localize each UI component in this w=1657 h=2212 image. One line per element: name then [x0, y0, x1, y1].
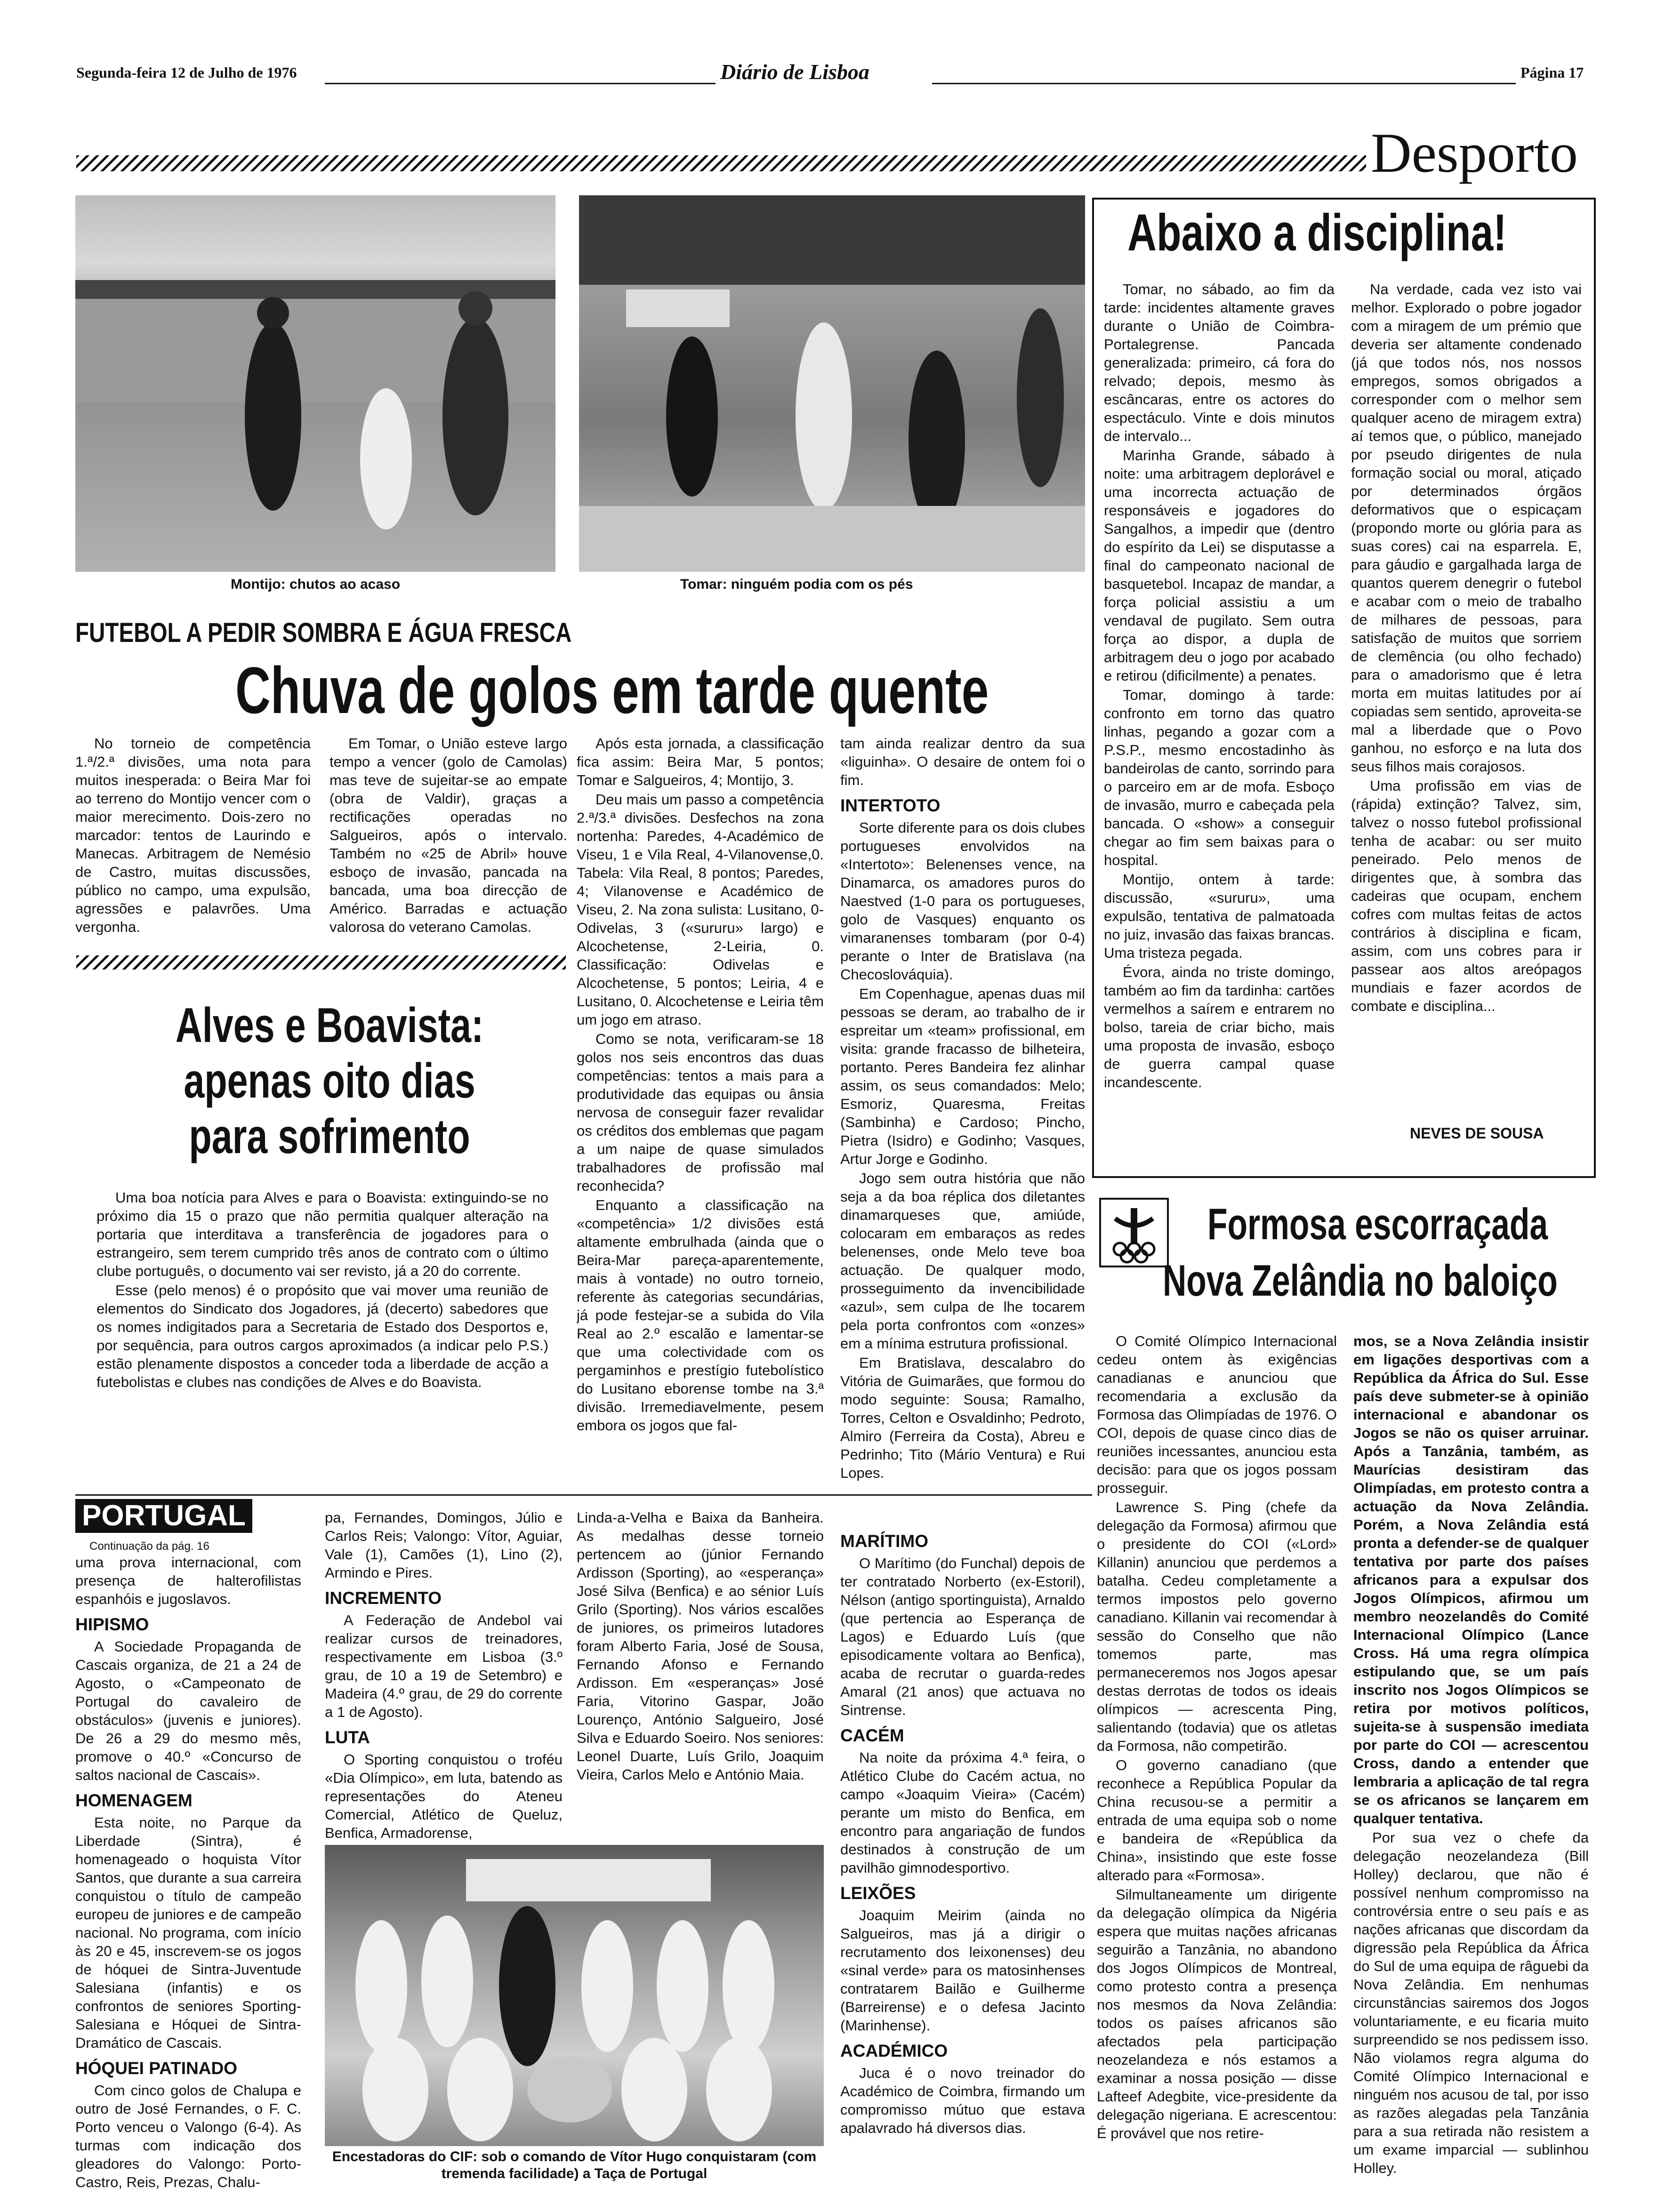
main-col-2 — [330, 734, 567, 946]
academico-text: Juca é o novo treinador do Académico de Coimbra, firmando um compromisso mútuo que estava apalavrado há diversos dias. — [840, 2065, 1085, 2136]
main-col-4-e: Em Bratislava, descalabro do Vitória de Guimarães, que formou do modo seguinte: Sousa; Ramalho, Torres, Celton e Osvaldinho; Pedroto, Almiro (Ferreira da Costa), Abreu e Pedrinho; Tito (Mário Ventura) e Rui Lopes. — [840, 1354, 1085, 1481]
formosa-c1d: Silmultaneamente um dirigente da delegação olímpica da Nigéria espera que muitas nações africanas seguirão a Tanzânia, no abandono dos Jogos Olímpicos de Montreal, como protesto contra a presença nos mesmos da Nova Zelândia: todos os países africanos são afectados pela participação neozelandeza e nós estamos a examinar a nossa posição — disse Lafteef Adegbite, vice-presidente da delegação nigeriana. E acrescentou: É provável que nos retire- — [1097, 1886, 1337, 2141]
disciplina-left-col — [1104, 280, 1335, 1165]
photo-montijo-art — [75, 195, 555, 572]
homenagem-text: Esta noite, no Parque da Liberdade (Sintra), é homenageado o hoquista Vítor Santos, que durante a sua carreira conquistou o título de campeão europeu de juniores e de campeão nacional. No programa, com início às 20 e 45, inscrevem-se os jogos de hóquei de Sintra-Juventude Salesiana (infantis) e os confrontos de seniores Sporting-Salesiana e Hóquei de Sintra-Dramático de Cascais. — [75, 1814, 301, 2051]
formosa-col-1 — [1097, 1332, 1337, 2203]
formosa-c1c: O governo canadiano (que reconhece a República Popular da China recusou-se a permitir a entrada de uma equipa sob o nome e bandeira de «República da China», insistindo que este fosse alterado para «Formosa». — [1097, 1757, 1337, 1883]
hipismo-text: A Sociedade Propaganda de Cascais organiza, de 21 a 24 de Agosto, o «Campeonato de Portugal do cavaleiro de obstáculos» (juvenis e juniores). De 26 a 29 do mesmo mês, promove o 40.º «Concurso de saltos nacional de Cascais». — [75, 1638, 301, 1783]
disciplina-l1: Tomar, no sábado, ao fim da tarde: incidentes altamente graves durante o União de Coimbra-Portalegrense. Pancada generalizada: primeiro, cá fora do relvado; depois, mesmo às escâncaras, entre os actores do espectáculo. Vinte e dois minutos de intervalo... — [1104, 281, 1335, 444]
section-title: Desporto — [1371, 121, 1578, 184]
formosa-c2a: mos, se a Nova Zelândia insistir em ligações desportivas com a República da África do Sul. Esse país deve submeter-se à opinião internacional e abandonar os Jogos se não os quiser arruinar. Após a Tanzânia, também, as Maurícias desistiram das Olimpíadas, em protesto contra a actuação da Nova Zelândia. Porém, a Nova Zelândia está pronta a defender-se de qualquer tentativa por parte dos países africanos para a expulsar dos Jogos Olímpicos, afirmou um membro neozelandês do Comité Internacional Olímpico (Lance Cross. Há uma regra olímpica estipulando que, se um país inscrito nos Jogos Olímpicos se retira por motivos políticos, sujeita-se à suspensão imediata por parte do COI — acrescentou Cross, dando a entender que lembraria a aplicação de tal regra se os africanos se lançarem em qualquer tentativa. — [1353, 1333, 1589, 1827]
incremento-text: A Federação de Andebol vai realizar cursos de treinadores, respectivamente em Lisboa (3.º grau, de 10 a 19 de Setembro) e Madeira (4.º grau, de 29 do corrente a 1 de Agosto). — [325, 1612, 563, 1720]
portugal-col-4 — [840, 1525, 1085, 2203]
page-number: Página 17 — [1520, 64, 1584, 81]
disciplina-right-col — [1351, 280, 1582, 1113]
disciplina-r1: Na verdade, cada vez isto vai melhor. Explorado o pobre jogador com a miragem de um prémio que deveria ser altamente condenado (já que todos nós, nos nossos empregos, somos obrigados a corresponder com o melhor sem qualquer aceno de miragem extra) aí temos que, o público, manejado por pseudo dirigentes de nula formação social ou moral, atiçado por determinados órgãos deformativos que o espicaçam (propondo morte ou glória para as suas cores) cai na esparrela. E, para gáudio e gargalhada larga de quantos querem denegrir o futebol e acabar com o meio de trabalho de milhares de pessoas, para satisfação de muitos que sorriem de clemência (ou olho fechado) para o amadorismo que é letra morta em muitas latitudes por aí copiadas sem sentido, aproveita-se mal a liberdade que o Povo ganhou, no esforço e na luta dos seus filhos mais corajosos. — [1351, 281, 1582, 775]
formosa-c2b: Por sua vez o chefe da delegação neozelandeza (Bill Holley) declarou, que não é possível nenhum compromisso na controvérsia entre o seu país e as nações africanas que discordam da digressão pela República da África do Sul de uma equipa de râguebi da Nova Zelândia. Em nenhumas circunstâncias sairemos dos Jogos voluntariamente, e eu ficaria muito surpreendido se nos pedissem isso. Não violamos regra alguma do Comité Olímpico Internacional e ninguém nos acusou de tal, por isso as razões alegadas pela Tanzânia para a sua retirada não resistem a um exame imparcial — sublinhou Holley. — [1353, 1829, 1589, 2176]
masthead: Diário de Lisboa — [720, 60, 869, 84]
intertoto-heading: INTERTOTO — [840, 796, 941, 815]
photo-montijo-caption: Montijo: chutos ao acaso — [231, 577, 401, 592]
hoquei-heading: HÓQUEI PATINADO — [75, 2059, 237, 2078]
incremento-heading: INCREMENTO — [325, 1588, 442, 1608]
header-rule-left — [325, 83, 716, 84]
section-hatch-bar — [76, 155, 1366, 171]
main-col-1-text: No torneio de competência 1.ª/2.ª divisões, uma nota para muitos inesperada: o Beira Mar foi ao terreno do Montijo vencer com o maior merecimento. Dois-zero no marcador: tentos de Laurindo e Manecas. Arbitragem de Nemésio de Castro, muitas discussões, público no campo, uma expulsão, agressões e palavrões. Uma vergonha. — [75, 735, 311, 935]
boavista-p2: Esse (pelo menos) é o propósito que vai mover uma reunião de elementos do Sindicato dos Jogadores, já (decerto) sabedores que os nomes indigitados para a Secretaria de Estado dos Desportos e, por sequência, para outros cargos aproximados (a indicar pelo P.S.) estão plenamente dispostos a conceder toda a liberdade de acção a futebolistas e clubes nas condições de Alves e do Boavista. — [97, 1282, 548, 1390]
disciplina-l5: Évora, ainda no triste domingo, também ao fim da tardinha: cartões vermelhos a saírem e entrarem no bolso, tareia de criar bicho, mais uma proposta de invasão, esboço de guerra campal quase incandescente. — [1104, 964, 1335, 1090]
formosa-headline-1: Formosa escorraçada — [1207, 1199, 1548, 1249]
disciplina-l2: Marinha Grande, sábado à noite: uma arbitragem deplorável e uma incorrecta actuação de responsáveis e jogadores do Sangalhos, a impedir que (dentro do espírito da Lei) se disputasse a final do campeonato nacional de basquetebol. Incapaz de mandar, a força policial assistiu a um vendaval de pugilato. Sem outra força ao dispor, a dupla de arbitragem deu o jogo por acabado e retirou (dificilmente) a penates. — [1104, 447, 1335, 684]
main-col-2-text: Em Tomar, o União esteve largo tempo a vencer (golo de Camolas) mas teve de sujeitar-se ao empate (obra de Valdir), graças a rectificações operadas no Salgueiros, após o intervalo. Também no «25 de Abril» houve esboço de invasão, pancada na bancada, uma boa direcção de Américo. Barradas e actuação valorosa do veterano Camolas. — [330, 735, 567, 935]
disciplina-r2: Uma profissão em vias de (rápida) extinção? Talvez, sim, talvez o nosso futebol profissional tenha de acabar: ou ser muito peneirado. Pelo menos de dirigentes que, à sombra das cadeiras que ocupam, enchem cofres com multas feitas de actos contrários à disciplina e ficam, assim, com uns cobres para ir passear aos altos areópagos mundiais e fazer acordos de combate e disciplina... — [1351, 777, 1582, 1014]
montreal-olympic-logo-icon — [1101, 1200, 1167, 1266]
main-col-1 — [75, 734, 311, 946]
portugal-top-rule — [75, 1494, 1092, 1496]
formosa-c1b: Lawrence S. Ping (chefe da delegação da Formosa) afirmou que o presidente do COI («Lord» Killanin) anunciou que perdemos a batalha. Cedeu completamente a termos impostos pelo governo canadiano. Killanin vai recomendar à sessão do Conselho que não tomemos parte, mas permaneceremos nos Jogos apesar destas derrotas de todos os ideais olímpicos — acrescenta Ping, salientando (todavia) que os atletas da Formosa, não competirão. — [1097, 1499, 1337, 1754]
portugal-col-1 — [75, 1553, 301, 2203]
maritimo-text: O Marítimo (do Funchal) depois de ter contratado Norberto (ex-Estoril), Nélson (antigo sportinguista), Arnaldo (que pertencia ao Esperança de Lagos) e Eduardo Luís (que episodicamente voltara ao Benfica), acaba de recrutar o guarda-redes Amaral (21 anos) que actuava no Sintrense. — [840, 1555, 1085, 1718]
main-col-4-b: Sorte diferente para os dois clubes portugueses envolvidos na «Intertoto»: Belenenses vence, na Dinamarca, os amadores puros do Naestved (1-0 para os portugueses, golo de Vasques) enquanto os vimaranenses tombaram (por 0-4) perante o Inter de Bratislava (na Checoslováquia). — [840, 819, 1085, 983]
main-col-4-c: Em Copenhague, apenas duas mil pessoas se deram, ao trabalho de ir espreitar um «team» profissional, em visita: grande fracasso de bilheteira, portanto. Peres Bandeira fez alinhar assim, os seus comandados: Melo; Esmoriz, Quaresma, Freitas (Sambinha) e Cardoso; Pincho, Pietra (Isidro) e Godinho; Vasques, Artur Jorge e Godinho. — [840, 986, 1085, 1167]
portugal-c2top: pa, Fernandes, Domingos, Júlio e Carlos Reis; Valongo: Vítor, Aguiar, Vale (1), Camões (1), Lino (2), Armindo e Pires. — [325, 1509, 563, 1581]
portugal-col-3 — [577, 1508, 824, 1838]
leixoes-text: Joaquim Meirim (ainda no Salgueiros, mas já a dirigir o recrutamento dos leixonenses) deu «sinal verde» para os matosinhenses contratarem Bailão e Guilherme (Barreirense) e o defesa Jacinto (Marinhense). — [840, 1907, 1085, 2034]
header-date: Segunda-feira 12 de Julho de 1976 — [76, 64, 297, 81]
luta-heading: LUTA — [325, 1728, 370, 1747]
hoquei-text: Com cinco golos de Chalupa e outro de José Fernandes, o F. C. Porto venceu o Valongo (6-4). As turmas com indicação dos gleadores do Valongo: Porto-Castro, Reis, Prezas, Chalu- — [75, 2082, 301, 2190]
portugal-col-2 — [325, 1508, 563, 1843]
formosa-c1a: O Comité Olímpico Internacional cedeu ontem às exigências canadianas e anunciou que recomendaria a exclusão da Formosa das Olimpíadas de 1976. O COI, depois de quase cinco dias de reuniões incessantes, anunciou esta decisão: para que os jogos possam prosseguir. — [1097, 1333, 1337, 1496]
portugal-intro: uma prova internacional, com presença de halterofilistas espanhóis e jugoslavos. — [75, 1554, 301, 1607]
disciplina-signature: NEVES DE SOUSA — [1410, 1125, 1544, 1142]
disciplina-headline: Abaixo a disciplina! — [1127, 204, 1507, 262]
portugal-c3top: Linda-a-Velha e Baixa da Banheira. As medalhas desse torneio pertencem ao (júnior Fernando Ardisson (Sporting), ao «esperança» José Silva (Benfica) e ao sénior Luís Grilo (Sporting). Nos vários escalões de juniores, os primeiros lutadores foram Alberto Faria, José de Sousa, Fernando Afonso e Fernando Ardisson. Em «esperanças» José Faria, Vitorino Gaspar, João Lourenço, António Salgueiro, José Silva e Eduardo Soeiro. Nos seniores: Leonel Duarte, Luís Grilo, Joaquim Vieira, Carlos Melo e António Maia. — [577, 1509, 824, 1783]
photo-tomar — [579, 195, 1085, 572]
formosa-headline-2: Nova Zelândia no baloiço — [1163, 1256, 1558, 1305]
leixoes-heading: LEIXÕES — [840, 1883, 916, 1903]
photo-tomar-caption: Tomar: ninguém podia com os pés — [680, 577, 913, 592]
portugal-title: PORTUGAL — [75, 1499, 252, 1533]
photo-cif-team-art — [325, 1845, 824, 2146]
portugal-continuation: Continuação da pág. 16 — [89, 1540, 209, 1553]
disciplina-l4: Montijo, ontem à tarde: discussão, «sururu», uma expulsão, tentativa de palmatoada no juiz, invasão das faixas brancas. Uma tristeza pegada. — [1104, 871, 1335, 961]
header-rule-right — [932, 83, 1516, 84]
boavista-headline: Alves e Boavista: apenas oito dias para sofrimento — [175, 998, 484, 1164]
maritimo-heading: MARÍTIMO — [840, 1531, 929, 1551]
formosa-col-2 — [1353, 1332, 1589, 2203]
boavista-p1: Uma boa notícia para Alves e para o Boavista: extinguindo-se no próximo dia 15 o prazo que não permitia qualquer alteração na portaria que interditava a transferência de jogadores para o estrangeiro, sem terem cumprido três anos de contrato com o último clube português, o documento vai ser revisto, já a 20 do corrente. — [97, 1189, 548, 1279]
boavista-hatch-bar — [76, 955, 566, 970]
olympic-logo — [1099, 1198, 1169, 1267]
photo-cif-caption: Encestadoras do CIF: sob o comando de Vítor Hugo conquistaram (com tremenda facilidade) a Taça de Portugal — [332, 2149, 817, 2181]
photo-montijo — [75, 195, 555, 572]
main-col-4-a: tam ainda realizar dentro da sua «liguinha». O desaire de ontem foi o fim. — [840, 735, 1085, 788]
cacem-heading: CACÉM — [840, 1726, 904, 1745]
cacem-text: Na noite da próxima 4.ª feira, o Atlético Clube do Cacém actua, no campo «Joaquim Vieira» (Cacém) perante um misto do Benfica, em encontro para angariação de fundos destinados à construção de um pavilhão gimnodesportivo. — [840, 1749, 1085, 1876]
main-col-3-d: Enquanto a classificação na «competência» 1/2 divisões está altamente embrulhada (ainda que o Beira-Mar pareça-aparentemente, mais à vontade) no outro torneio, referente às categorias secundárias, já pode festejar-se a subida do Vila Real ao 2.º escalão e lamentar-se que uma colectividade com os pergaminhos e prestígio futebolístico do Lusitano eborense tombe na 3.ª divisão. Irremediavelmente, pesem embora os jogos que fal- — [577, 1197, 824, 1434]
boavista-body — [97, 1188, 548, 1452]
photo-cif-team — [325, 1845, 824, 2146]
main-kicker: FUTEBOL A PEDIR SOMBRA E ÁGUA FRESCA — [75, 617, 572, 648]
main-col-3-b: Deu mais um passo a competência 2.ª/3.ª divisões. Desfechos na zona nortenha: Paredes, 4-Académico de Viseu, 1 e Vila Real, 4-Vilanovense,0. Tabela: Vila Real, 8 pontos; Paredes, 4; Vilanovense e Académico de Viseu, 2. Na zona sulista: Lusitano, 0-Odivelas, 3 («sururu» largo) e Alcochetense, 2-Leiria, 0. Classificação: Odivelas e Alcochetense, 5 pontos; Leiria, 4 e Lusitano, 0. Alcochetense e Leiria têm um jogo em atraso. — [577, 791, 824, 1028]
main-col-3-c: Como se nota, verificaram-se 18 golos nos seis encontros das duas competências: tentos a mais para a produtividade das equipas ou ânsia nervosa de conseguir fazer revalidar os créditos dos emblemas que pagam a um naipe de quase simulados trabalhadores de profissão mal reconhecida? — [577, 1031, 824, 1194]
main-col-3 — [577, 734, 824, 1475]
disciplina-l3: Tomar, domingo à tarde: confronto em torno das quatro linhas, pegando a gozar com a P.S.P., mesmo encostadinho às bandeirolas de canto, sorrindo para o parceiro em ar de mofa. Esboço de invasão, murro e cabeçada pela bancada. O «show» a conseguir chegar ao fim sem baixas para o hospital. — [1104, 687, 1335, 868]
main-col-4 — [840, 734, 1085, 1487]
luta-text: O Sporting conquistou o troféu «Dia Olímpico», em luta, batendo as representações do Ateneu Comercial, Atlético de Queluz, Benfica, Armadorense, — [325, 1751, 563, 1841]
homenagem-heading: HOMENAGEM — [75, 1791, 193, 1810]
main-headline: Chuva de golos em tarde quente — [235, 653, 989, 727]
hipismo-heading: HIPISMO — [75, 1615, 149, 1634]
photo-tomar-art — [579, 195, 1085, 572]
main-col-4-d: Jogo sem outra história que não seja a da boa réplica dos diletantes dinamarqueses que, amiúde, colocaram em embaraços as redes belenenses, onde Melo teve boa actuação. De qualquer modo, prosseguimento da invencibilidade «azul», sem culpa de lhe tocarem pela porta confrontos com «onzes» em a mínima estrutura profissional. — [840, 1170, 1085, 1352]
main-col-3-a: Após esta jornada, a classificação fica assim: Beira Mar, 5 pontos; Tomar e Salgueiros, 4; Montijo, 3. — [577, 735, 824, 788]
academico-heading: ACADÉMICO — [840, 2041, 948, 2060]
